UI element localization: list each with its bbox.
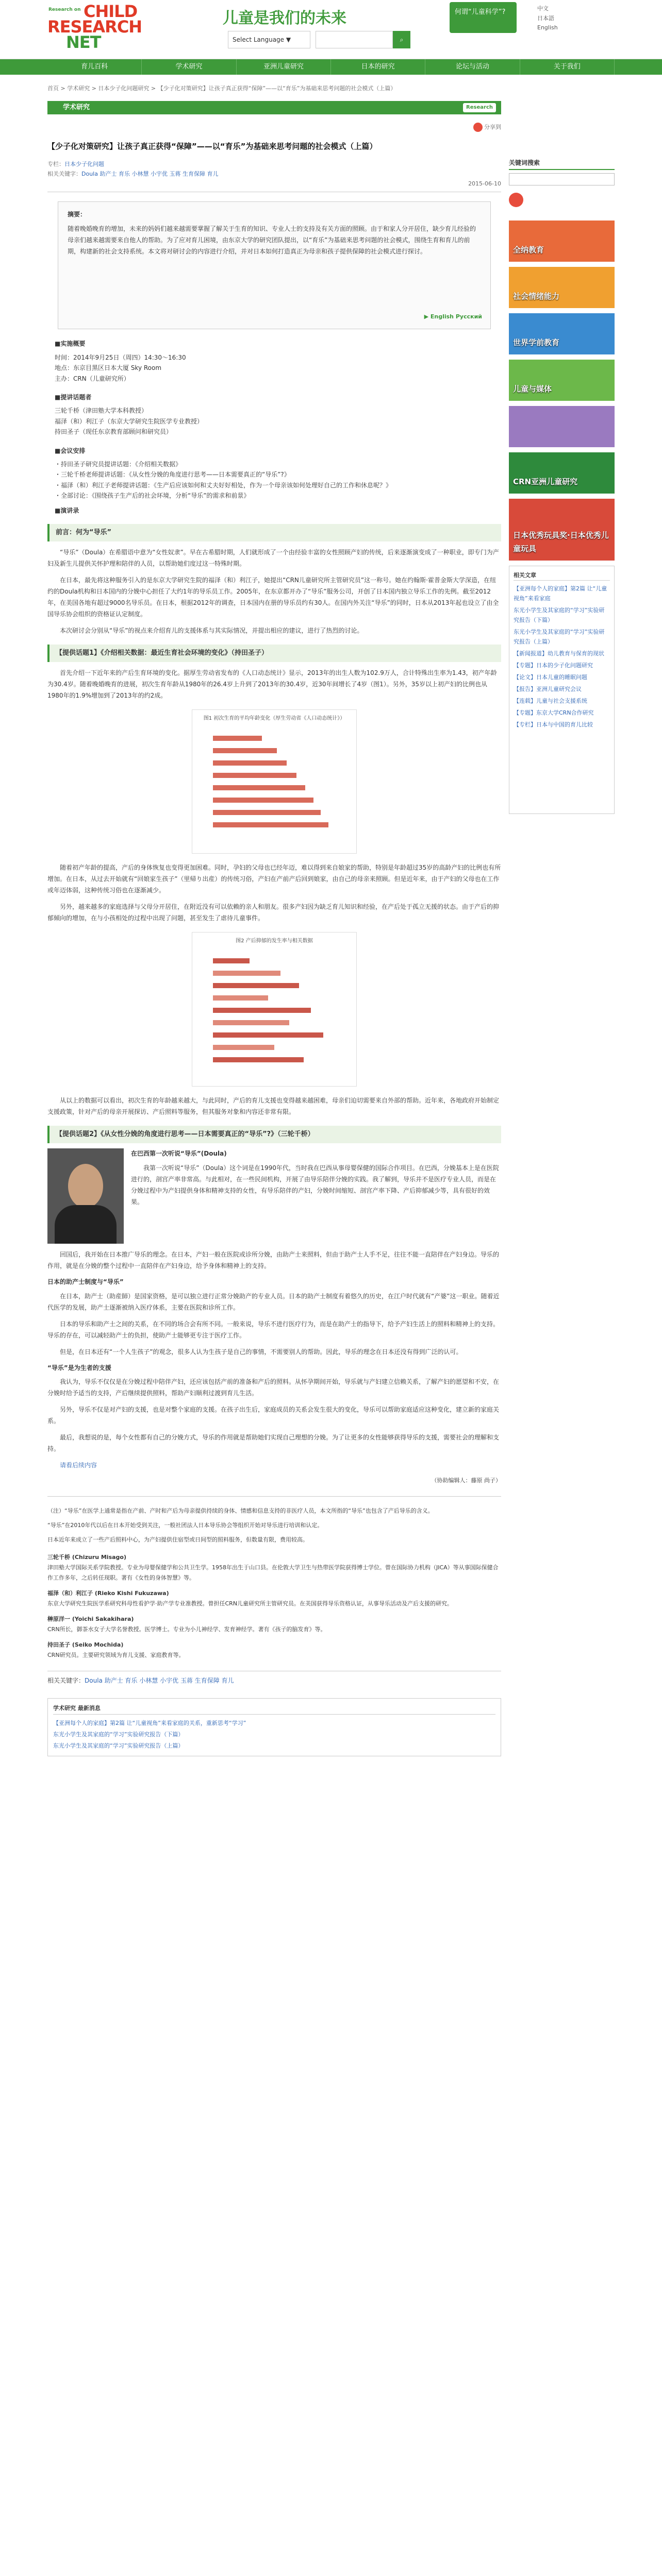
- lang-link-ja[interactable]: 日本語: [537, 14, 554, 22]
- figure-bar: [213, 810, 321, 815]
- figure-bar: [213, 1032, 323, 1038]
- abstract-language-links[interactable]: ▶ English Русский: [424, 313, 482, 320]
- sidebar: [509, 101, 615, 814]
- info-section: [55, 338, 501, 384]
- subheading: 日本的助产士制度与“导乐”: [47, 1278, 124, 1286]
- related-article-link[interactable]: 【专栏】日本与中国的育儿比较: [514, 721, 593, 728]
- speaker-heading: 在巴西第一次听说“导乐”(Doula): [131, 1150, 227, 1158]
- figure-bar: [213, 760, 287, 766]
- bio-text: 津田塾大学国际关系学院教授。专业为母婴保健学和公共卫生学。1958年出生于山口县。在伦敦大学卫生与热带医学院获得博士学位。曾在国际协力机构（JICA）等从事国际保健合作工作多年，之后转任现职。著有《女性的身体智慧》等。: [47, 1564, 499, 1581]
- nav-item-events[interactable]: 论坛与活动: [425, 59, 520, 75]
- banner-inclusive-education[interactable]: 全纳教育: [509, 221, 615, 262]
- figure-bar: [213, 1020, 289, 1025]
- related-articles-box: [509, 566, 615, 814]
- bio-name: 三轮千桥 (Chizuru Misago): [47, 1553, 126, 1561]
- paragraph: 回国后，我开始在日本推广导乐的理念。在日本，产妇一般在医院或诊所分娩，由助产士来照料，但由于助产士人手不足，往往不能一直陪伴在产妇身边。导乐的作用，就是在分娩的整个过程中一直陪伴在产妇身边，给予身体和精神上的支持。: [47, 1251, 500, 1270]
- notes-section: [47, 1496, 501, 1545]
- nav-item-research[interactable]: 学术研究: [142, 59, 236, 75]
- speaker-line: 福泽（和）利江子（东京大学研究生院医学专业教授）: [55, 417, 204, 425]
- figure-1-bars: [213, 731, 336, 839]
- research-button[interactable]: Research: [463, 103, 496, 112]
- paragraph: 首先介绍一下近年来的产后生育环境的变化。据厚生劳动省发布的《人口动态统计》显示，2013年的出生人数为102.9万人，合计特殊出生率为1.43，初产年龄为30.4岁。随着晚婚晚育的进展，初次生育年龄从1980年的26.4岁上升到了2013年的30.4岁，近30年间增长了4岁（图1）。另外，35岁以上初产妇的比例也从1980年的1.9%增加到了2013年的约2成。: [47, 669, 497, 700]
- latest-research-box: [47, 1698, 501, 1756]
- figure-2-caption: 图2 产后抑郁的发生率与相关数据: [236, 938, 313, 944]
- share-label: 分享到: [484, 123, 501, 130]
- related-keywords: [47, 1671, 501, 1686]
- footnote: “导乐”在2010年代以后在日本开始受到关注，一般社团法人日本导乐协会等组织开始对导乐进行培训和认定。: [47, 1521, 323, 1529]
- latest-research-link[interactable]: 【亚洲每个人的家庭】第2篇 让“儿童视角”来看家庭的关系，重新思考“学习”: [53, 1720, 246, 1727]
- figure-bar: [213, 736, 262, 741]
- section-title-bar: [47, 101, 501, 114]
- program-line: ・三轮千桥老师提讲话题：《从女性分娩的角度进行思考——日本需要真正的“导乐”?》: [55, 471, 290, 479]
- nav-item-asia[interactable]: 亚洲儿童研究: [237, 59, 331, 75]
- paragraph: 在日本，最先将这种服务引入的是东京大学研究生院的福泽（和）利江子，她提出“CRN儿童研究所主管研究员”这一称号。她在约翰斯·霍普金斯大学深造，在纽约的Doula机构和日本国内的分娩中心担任了大约1年的导乐员工作。2005年，在东京都开办了“导乐”服务公司，开创了日本国内独立导乐工作的先例。截至2012年，在美国各地有超过9000名导乐员。在日本，根据2012年的调查，日本国内在册的导乐员约有30人。在国内外关注“导乐”的同时，日本从2013年起也设立了由全国导乐协会组织的资格证认定制度。: [47, 577, 499, 618]
- bio-name: 福泽（和）利江子 (Rieko Kishi Fukuzawa): [47, 1589, 169, 1597]
- speaker-block: [47, 1148, 501, 1244]
- program-title: ■会议安排: [55, 447, 86, 454]
- header-search-input[interactable]: [316, 31, 393, 48]
- footnote: （注）“导乐”在医学上通常是指在产前、产时和产后为母亲提供持续的身体、情感和信息支持的非医疗人员，本文所指的“导乐”也包含了产后导乐的含义。: [47, 1507, 434, 1514]
- banner-good-toy-award[interactable]: 日本优秀玩具奖·日本优秀儿童玩具: [509, 499, 615, 561]
- nav-item-about[interactable]: 关于我们: [520, 59, 615, 75]
- author-line: [47, 160, 501, 170]
- latest-research-title: 学术研究 最新消息: [53, 1703, 495, 1715]
- paragraph: “导乐”（Doula）在希腊语中意为“女性奴隶”。早在古希腊时期，人们就形成了一个由经验丰富的女性照顾产妇的传统，后来逐渐演变成了一种职业，即专门为产妇及新生儿提供关怀护理和陪伴的人员，以帮助她们度过这一特殊时期。: [47, 549, 499, 567]
- figure-bar: [213, 822, 328, 827]
- language-select[interactable]: Select Language ▼: [228, 31, 310, 48]
- keyword-links[interactable]: Doula 助产士 育乐 小林慧 小宇优 玉蒋 生育保障 育儿: [81, 171, 219, 178]
- social-icons: [509, 193, 615, 213]
- main-nav: [0, 59, 662, 75]
- figure-bar: [213, 1045, 274, 1050]
- weibo-icon[interactable]: [509, 193, 523, 207]
- related-article-link[interactable]: 【论文】日本儿童的睡眠问题: [514, 674, 587, 681]
- transcript-title: ■演讲录: [55, 506, 79, 514]
- paragraph: 从以上的数据可以看出，初次生育的年龄越来越大，与此同时，产后的育儿支援也变得越来越困难，母亲们迫切需要来自外部的帮助。近年来，各地政府开始制定支援政策，针对产后的母亲开展探访、产后照料等服务，但其服务对象和内容还非常有限。: [47, 1097, 500, 1116]
- figure-bar: [213, 1008, 311, 1013]
- figure-bar: [213, 1057, 304, 1062]
- related-keyword-links[interactable]: Doula 助产士 育乐 小林慧 小宇优 玉蒋 生育保障 育儿: [85, 1676, 234, 1684]
- article-date: 2015-06-10: [47, 179, 501, 193]
- share-bar: [47, 123, 501, 132]
- figure-bar: [213, 748, 277, 753]
- paragraph: 另外，导乐不仅是对产妇的支援，也是对整个家庭的支援。在孩子出生后，家庭成员的关系会发生很大的变化，导乐可以帮助家庭适应这种变化，建立新的家庭关系。: [47, 1405, 500, 1425]
- search-icon[interactable]: ⌕: [393, 31, 410, 48]
- related-keyword-label: 相关关键字：: [47, 1676, 85, 1684]
- bio-name: 持田圣子 (Seiko Mochida): [47, 1641, 124, 1648]
- lang-link-en[interactable]: English: [537, 24, 558, 31]
- figure-2-bars: [213, 953, 336, 1072]
- banner-crn-asia[interactable]: CRN亚洲儿童研究: [509, 452, 615, 494]
- speakers-section: [55, 392, 501, 437]
- paragraph: 我第一次听说“导乐”（Doula）这个词是在1990年代，当时我在巴西从事母婴保健的国际合作项目。在巴西，分娩基本上是在医院进行的，剖宫产率非常高。与此相对，在一些民间机构，开展了由导乐陪伴分娩的实践。我了解到，导乐并不是医疗专业人员，而是在分娩过程中为产妇提供身体和精神支持的女性，有导乐陪伴的产妇，分娩时间缩短、剖宫产率下降、产后抑郁减少等，具有很好的效果。: [131, 1164, 499, 1206]
- author-label: 专栏：: [47, 161, 64, 168]
- program-line: ・福泽（和）利江子老师提讲话题：《生产后应该如何和丈夫好好相处，作为一个母亲该如何处理好自己的工作和休息呢？》: [55, 481, 392, 489]
- breadcrumb[interactable]: 首页 > 学术研究 > 日本少子化问题研究 > 【少子化对策研究】让孩子真正获得“保障”——以“育乐”为基础来思考问题的社会模式（上篇）: [47, 85, 396, 92]
- figure-1-caption: 图1 初次生育的平均年龄变化（厚生劳动省《人口动态统计》）: [203, 716, 345, 722]
- logo-line-2: RESEARCH: [47, 17, 142, 37]
- lang-link-zh[interactable]: 中文: [537, 5, 549, 12]
- latest-research-link[interactable]: 东光小学生及其家庭的“学习”实验研究报告（上篇）: [53, 1742, 184, 1750]
- info-title: ■实施概要: [55, 340, 86, 348]
- bio: [47, 1588, 501, 1609]
- figure-1: [192, 709, 357, 854]
- related-article-link[interactable]: 【新闻报道】幼儿教育与保育的现状: [514, 650, 604, 657]
- banner-children-media[interactable]: 儿童与媒体: [509, 360, 615, 401]
- paragraph: 本次研讨会分别从“导乐”的视点来介绍育儿的支援体系与其实际情况，并提出相应的建议，进行了热烈的讨论。: [60, 627, 363, 634]
- figure-bar: [213, 971, 280, 976]
- child-science-box[interactable]: 何谓“儿童科学”?: [450, 2, 517, 33]
- editor-note: （协助编辑人：藤原 尚子）: [431, 1477, 501, 1484]
- paragraph: 最后，我想说的是，每个女性都有自己的分娩方式，导乐的作用就是帮助她们实现自己理想的分娩。为了让更多的女性能够获得导乐的支援，需要社会的理解和支持。: [47, 1433, 500, 1452]
- bio: [47, 1640, 501, 1660]
- figure-bar: [213, 785, 305, 790]
- speaker-photo: [47, 1148, 124, 1244]
- related-article-link[interactable]: 东光小学生及其家庭的“学习”实验研究报告（上篇）: [514, 629, 605, 646]
- paragraph: 随着初产年龄的提高，产后的身体恢复也变得更加困难。同时，孕妇的父母也已经年迈，难以得到来自娘家的帮助，特别是年龄超过35岁的高龄产妇的比例也有所增加。在日本，从过去开始就有“回娘家生孩子”（里帰り出産）的传统习俗，产妇在产前产后回到娘家，由自己的母亲来照顾。但是近年来，由于产妇的父母也在工作或年迈体弱，这种传统习俗也在逐渐减少。: [47, 864, 501, 894]
- bios-section: [47, 1552, 501, 1660]
- weibo-share-icon[interactable]: [473, 123, 483, 132]
- subheading: “导乐”是为生者的支援: [47, 1364, 111, 1371]
- figure-bar: [213, 798, 313, 803]
- logo-sup: Research on: [48, 7, 81, 12]
- program-section: [55, 446, 501, 516]
- bio-text: CRN所长，御茶水女子大学名誉教授。医学博士。专业为小儿神经学、发育神经学。著有《孩子的脑发育》等。: [47, 1625, 326, 1633]
- paragraph: 我认为，导乐不仅仅是在分娩过程中陪伴产妇，还应该包括产前的准备和产后的照料。从怀孕期间开始，导乐就与产妇建立信赖关系，了解产妇的愿望和不安，在分娩时给予适当的支持，产后继续提供照料，帮助产妇顺利过渡到育儿生活。: [47, 1378, 500, 1397]
- bio: [47, 1552, 501, 1583]
- figure-bar: [213, 983, 299, 988]
- bio-text: 东京大学研究生院医学系研究科母性看护学·助产学专业准教授。曾担任CRN儿童研究所主管研究员。在美国获得导乐资格认证，从事导乐活动及产后支援的研究。: [47, 1600, 453, 1607]
- nav-item-parenting[interactable]: 育儿百科: [47, 59, 142, 75]
- language-links: [537, 4, 558, 33]
- related-article-link[interactable]: 【报告】亚洲儿童研究会议: [514, 686, 582, 693]
- keyword-label: 相关关键字：: [47, 171, 81, 178]
- figure-2: [192, 932, 357, 1087]
- article-title: 【少子化对策研究】让孩子真正获得“保障”——以“育乐”为基础来思考问题的社会模式（上篇）: [47, 142, 377, 151]
- speaker-line: 三轮千桥（津田塾大学本科教授）: [55, 407, 148, 415]
- related-articles-title: 相关文章: [514, 570, 610, 581]
- paragraph: 另外，越来越多的家庭选择与父母分开居住，在附近没有可以依赖的亲人和朋友。很多产妇因为缺乏育儿知识和经验，在产后处于孤立无援的状态。由于产后的抑郁倾向的增加，在与小孩相处的过程中出现了问题，甚至发生了虐待儿童事件。: [47, 903, 500, 922]
- heading-intro: 前言：何为“导乐”: [47, 524, 501, 541]
- paragraph: 日本的导乐和助产士之间的关系，在不同的场合会有所不同。一般来说，导乐不进行医疗行为，而是在助产士的指导下，给予产妇生活上的照料和精神上的支持。导乐的存在，可以减轻助产士的负担，使助产士能够更专注于医疗工作。: [47, 1320, 500, 1339]
- program-line: ・持田圣子研究员提讲话题：《介绍相关数据》: [55, 460, 182, 468]
- footnote: 日本近年来成立了一些产后照料中心，为产妇提供住宿型或日间型的照料服务，但数量有限，费用较高。: [47, 1536, 308, 1543]
- related-article-link[interactable]: 东光小学生及其家庭的“学习”实验研究报告（下篇）: [514, 607, 605, 624]
- related-article-link[interactable]: 【专题】日本的少子化问题研究: [514, 662, 593, 669]
- related-article-link[interactable]: 【连载】儿童与社会支援系统: [514, 698, 587, 705]
- heading-topic-2: 【提供话题2】《从女性分娩的角度进行思考——日本需要真正的“导乐”?》（三轮千桥）: [47, 1126, 501, 1143]
- continue-link[interactable]: 请看后续内容: [60, 1461, 97, 1469]
- sidebar-search-title: 关键词搜索: [509, 158, 615, 170]
- abstract-title: 摘要：: [68, 211, 87, 218]
- header: [0, 0, 662, 59]
- latest-research-link[interactable]: 东光小学生及其家庭的“学习”实验研究报告（下篇）: [53, 1731, 184, 1738]
- heading-topic-1: 【提供话题1】《介绍相关数据：最近生育社会环境的变化》（持田圣子）: [47, 645, 501, 662]
- author-link[interactable]: 日本少子化问题: [64, 161, 104, 168]
- info-line: 时间：2014年9月25日（周四）14:30～16:30: [55, 353, 186, 361]
- main-content: [47, 101, 501, 1756]
- banner-children-photo[interactable]: [509, 406, 615, 447]
- related-article-link[interactable]: 【专题】东京大学CRN合作研究: [514, 709, 594, 717]
- paragraph: 在日本，助产士（助産師）是国家资格，是可以独立进行正常分娩助产的专业人员。日本的助产士制度有着悠久的历史，在江户时代就有“产婆”这一职业。随着近代医学的发展，助产士逐渐被纳入医疗体系，主要在医院和诊所工作。: [47, 1292, 500, 1311]
- crn-logo[interactable]: [47, 3, 166, 53]
- tagline: 儿童是我们的未来: [223, 9, 346, 27]
- keyword-line: [47, 170, 501, 179]
- nav-item-japan[interactable]: 日本的研究: [331, 59, 425, 75]
- abstract-box: [58, 201, 491, 329]
- figure-bar: [213, 958, 250, 963]
- bio: [47, 1614, 501, 1635]
- paragraph: 但是，在日本还有“一个人生孩子”的观念，很多人认为生孩子是自己的事情，不需要别人的帮助。因此，导乐的理念在日本还没有得到广泛的认可。: [60, 1348, 462, 1355]
- logo-line-3: NET: [66, 32, 101, 52]
- figure-bar: [213, 995, 268, 1001]
- program-line: ・全部讨论：《围绕孩子生产后的社会环境，分析“导乐”的需求和前景》: [55, 492, 250, 500]
- speaker-line: 持田圣子（现任东京教育部顾问和研究员）: [55, 428, 173, 436]
- abstract-text: 随着晚婚晚育的增加，未来的妈妈们越来越需要掌握了解关于生育的知识、专业人士的支持及有关方面的照顾。由于和家人分开居住，缺少育儿经验的母亲们越来越需要来自他人的帮助。为了应对育儿困境，由东京大学的研究团队提出，以“育乐”为基础来思考问题的社会模式，围绕生育和育儿的前期，构建新的社会支持系统。本文将对研讨会的内容进行介绍，并对日本如何打造真正为母亲和孩子提供保障的社会模式进行探讨。: [68, 225, 476, 255]
- section-title: 学术研究: [63, 103, 90, 111]
- banner-social-emotional[interactable]: 社会情绪能力: [509, 267, 615, 308]
- related-article-link[interactable]: 【亚洲每个人的家庭】第2篇 让“儿童视角”来看家庭: [514, 585, 607, 602]
- speakers-title: ■提讲话题者: [55, 394, 92, 401]
- info-line: 主办：CRN（儿童研究所）: [55, 375, 130, 382]
- info-line: 地点：东京目黑区日本大厦 Sky Room: [55, 364, 162, 372]
- sidebar-search-input[interactable]: [509, 173, 615, 185]
- sidebar-banners: [509, 221, 615, 561]
- figure-bar: [213, 773, 296, 778]
- banner-world-preschool[interactable]: 世界学前教育: [509, 313, 615, 354]
- bio-name: 榊原洋一 (Yoichi Sakakihara): [47, 1615, 134, 1622]
- bio-text: CRN研究员。主要研究领域为育儿支援、家庭教育等。: [47, 1651, 185, 1658]
- logo-line-1: CHILD: [84, 2, 138, 21]
